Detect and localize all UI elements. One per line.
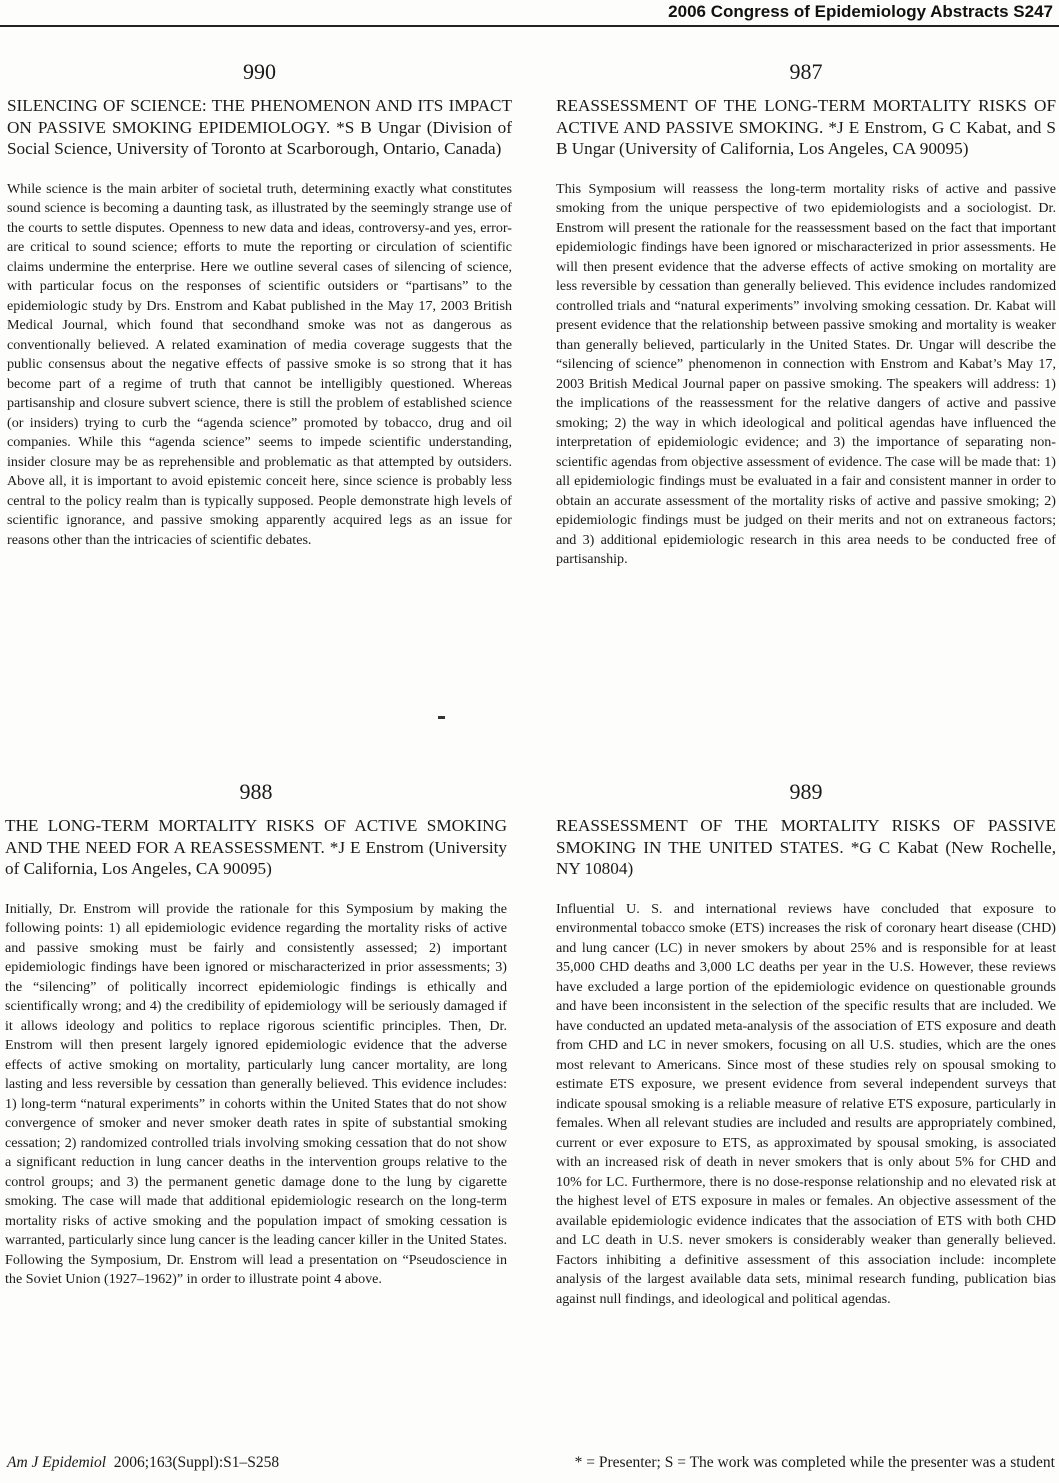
abstract-number: 987 (789, 59, 823, 84)
scan-mark (438, 716, 445, 719)
abstract-987 (556, 61, 1056, 570)
abstract-body: Initially, Dr. Enstrom will provide the rationale for this Symposium by making the following points: 1) all epidemiologic evidence regarding the mortality risks of active and passive smoking must be fairly and consistently assessed; 2) important epidemiologic findings have been ignored or mischaracterized in prior assessments; 3) the “silencing” of politically incorrect epidemiologic findings is ethically and scientifically wrong; and 4) the credibility of epidemiology will be seriously damaged if it allows ideology and politics to replace rigorous scientific principles. Then, Dr. Enstrom will then present largely ignored epidemiologic evidence that the adverse effects of active smoking on mortality, particularly lung cancer mortality, are long lasting and less reversible by cessation than generally believed. This evidence includes: 1) long-term “natural experiments” in cohorts within the United States that do not show convergence of smoker and never smoker death rates in spite of substantial smoking cessation; 2) randomized controlled trials involving smoking cessation that do not show a significant reduction in lung cancer deaths in the intervention groups relative to the control groups; and 3) the permanent genetic damage done to the lung by cigarette smoking. The case will made that additional epidemiologic research on the long-term mortality risks of active smoking and the population impact of smoking cessation is warranted, particularly since lung cancer is the leading cancer killer in the United States. Following the Symposium, Dr. Enstrom will lead a presentation on “Pseudoscience in the Soviet Union (1927–1962)” in order to illustrate point 4 above. (5, 900, 507, 1287)
journal-name: Am J Epidemiol (7, 1454, 107, 1471)
abstract-number: 988 (239, 779, 273, 804)
abstract-number: 990 (243, 59, 276, 84)
running-header (0, 0, 1059, 26)
abstract-988 (5, 781, 507, 1290)
presenter-note: * = Presenter; S = The work was completed while the presenter was a student (574, 1454, 1055, 1471)
abstract-title: REASSESSMENT OF THE MORTALITY RISKS OF PASSIVE SMOKING IN THE UNITED STATES. *G C Kabat (New Rochelle, NY 10804) (556, 816, 1056, 878)
abstract-title: THE LONG-TERM MORTALITY RISKS OF ACTIVE SMOKING AND THE NEED FOR A REASSESSMENT. *J E Enstrom (University of California, Los Angeles, CA 90095) (5, 816, 507, 878)
running-title: 2006 Congress of Epidemiology Abstracts S247 (668, 2, 1053, 21)
header-rule (0, 25, 1059, 27)
abstract-990 (7, 61, 512, 550)
page-footer (0, 1454, 1059, 1480)
abstract-title: SILENCING OF SCIENCE: THE PHENOMENON AND ITS IMPACT ON PASSIVE SMOKING EPIDEMIOLOGY. *S B Ungar (Division of Social Science, University of Toronto at Scarborough, Ontario, Canada) (7, 96, 512, 158)
abstract-number: 989 (789, 779, 823, 804)
abstract-body: Influential U. S. and international reviews have concluded that exposure to environmental tobacco smoke (ETS) increases the risk of coronary heart disease (CHD) and lung cancer (LC) in never smokers by about 25% and is responsible for at least 35,000 CHD deaths and 3,000 LC deaths per year in the U.S. However, these reviews have excluded a large portion of the epidemiologic evidence on questionable grounds and have been inconsistent in the selection of the specific results that are included. We have conducted an updated meta-analysis of the association of ETS exposure and death from CHD and LC in never smokers, focusing on all U.S. studies, which are the ones most relevant to Americans. Since most of these studies rely on spousal smoking to estimate ETS exposure, we present evidence from several independent surveys that indicate spousal smoking is a reliable measure of relative ETS exposure, particularly in females. When all relevant studies are included and results are appropriately combined, current or ever exposure to ETS, as approximated by spousal smoking, is associated with an increased risk of death in never smokers that is only about 5% for CHD and 10% for LC. Furthermore, there is no dose-response relationship and no elevated risk at the highest level of ETS exposure in males or females. An objective assessment of the available epidemiologic evidence indicates that the association of ETS with both CHD and LC death in U.S. never smokers is considerably weaker than generally believed. Factors inhibiting a definitive assessment of this association include: incomplete analysis of the largest available data sets, minimal research funding, publication bias against null findings, and ideological and political agendas. (556, 900, 1056, 1307)
abstract-title: REASSESSMENT OF THE LONG-TERM MORTALITY RISKS OF ACTIVE AND PASSIVE SMOKING. *J E Enstrom, G C Kabat, and S B Ungar (University of California, Los Angeles, CA 90095) (556, 96, 1056, 158)
abstract-989 (556, 781, 1056, 1309)
journal-citation: 2006;163(Suppl):S1–S258 (113, 1454, 280, 1471)
abstract-body: While science is the main arbiter of societal truth, determining exactly what constitutes sound science is becoming a daunting task, as illustrated by the seemingly strange use of the courts to settle disputes. Openness to new data and ideas, controversy-and yes, error-are critical to sound science; efforts to mute the reporting or circulation of scientific claims undermine the enterprise. Here we outline several cases of silencing of science, with particular focus on the responses of scientific outsiders or “partisans” to the epidemiologic study by Drs. Enstrom and Kabat published in the May 17, 2003 British Medical Journal, which found that secondhand smoke was not as dangerous as conventionally believed. A related examination of media coverage suggests that the public consensus about the negative effects of passive smoke is so strong that it has become part of a regime of truth that cannot be intelligibly questioned. Whereas partisanship and closure subvert science, there is still the problem of established science (or insiders) trying to curb the “agenda science” promoted by tobacco, drug and oil companies. While this “agenda science” seems to impede scientific understanding, insider closure may be as reprehensible and problematic as that attempted by outsiders. Above all, it is important to avoid epistemic conceit here, since science is probably less central to the policy realm than is typically supposed. People demonstrate high levels of scientific ignorance, and passive smoking apparently acquired legs as an issue for reasons other than the intricacies of scientific debates. (7, 180, 512, 548)
abstract-body: This Symposium will reassess the long-term mortality risks of active and passive smoking from the unique perspective of two epidemiologists and a sociologist. Dr. Enstrom will present the rationale for the reassessment based on the fact that important epidemiologic findings have been ignored or mischaracterized in prior assessments. He will then present evidence that the adverse effects of active smoking on mortality are less reversible by cessation than generally believed. This evidence includes randomized controlled trials and “natural experiments” involving smoking cessation. Dr. Kabat will present evidence that the relationship between passive smoking and mortality is weaker than generally believed, particularly in the United States. Dr. Ungar will describe the “silencing of science” phenomenon in connection with Enstrom and Kabat’s May 17, 2003 British Medical Journal paper on passive smoking. The speakers will address: 1) the implications of the reassessment for the relative dangers of active and passive smoking; 2) the way in which ideological and political agendas have influenced the interpretation of epidemiologic evidence; and 3) the importance of separating non-scientific agendas from objective assessment of evidence. The case will be made that: 1) all epidemiologic findings must be evaluated in a fair and consistent manner in order to obtain an accurate assessment of the mortality risks of active and passive smoking; 2) epidemiologic findings must be judged on their merits and not on extraneous factors; and 3) additional epidemiologic research in this area needs to be conducted free of partisanship. (556, 180, 1056, 567)
journal-reference (7, 1454, 279, 1472)
